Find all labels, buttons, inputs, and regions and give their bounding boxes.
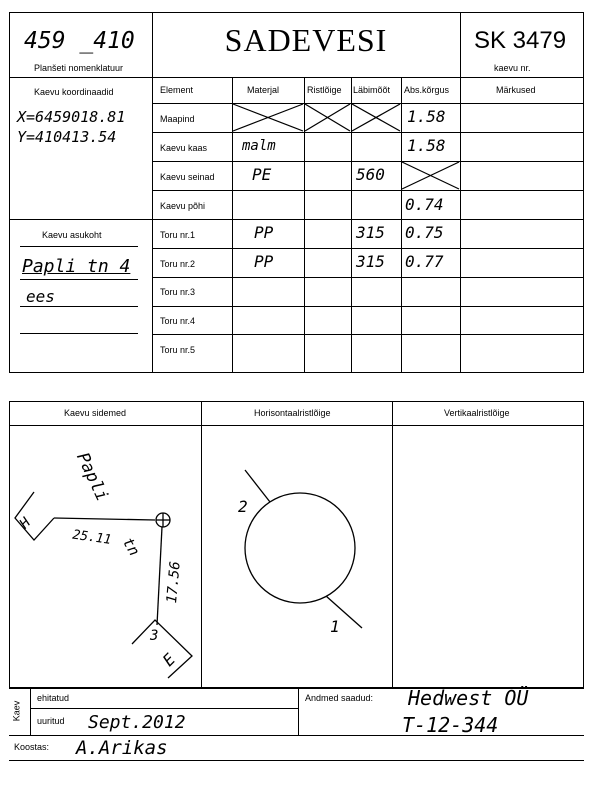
divider (298, 688, 299, 735)
coordinates-label: Kaevu koordinaadid (34, 87, 114, 97)
data-source-label: Andmed saadud: (305, 693, 374, 703)
location-label: Kaevu asukoht (42, 230, 102, 240)
header-element: Element (160, 85, 194, 95)
divider (9, 760, 584, 761)
sheet-number: 459 _410 (24, 28, 135, 54)
location-line-1: Papli tn 4 (22, 256, 131, 277)
coordinate-y: Y=410413.54 (17, 128, 117, 146)
row-element: Kaevu kaas (160, 143, 208, 153)
well-number: SK 3479 (474, 27, 567, 54)
row-abs: 0.75 (405, 223, 444, 242)
row-element: Toru nr.5 (160, 345, 196, 355)
divider (30, 688, 31, 735)
street-label: Papli (72, 449, 112, 505)
row-labimoot: 315 (356, 223, 385, 242)
row-element: Kaevu põhi (160, 201, 206, 211)
header-labimoot: Läbimõõt (353, 85, 391, 95)
coordinate-x: X=6459018.81 (17, 108, 126, 126)
header-abs-korgus: Abs.kõrgus (404, 85, 450, 95)
page-title: SADEVESI (224, 22, 388, 58)
row-materjal: PP (254, 223, 274, 242)
node-h-label: H (16, 514, 35, 533)
surveyed-value: Sept.2012 (88, 712, 186, 733)
row-abs: 0.74 (405, 195, 444, 214)
well-label: Kaev (11, 700, 22, 722)
row-element: Toru nr.3 (160, 287, 196, 297)
vertical-section-label: Vertikaalristlõige (444, 408, 510, 418)
row-abs: 1.58 (407, 107, 446, 126)
row-element: Maapind (160, 114, 195, 124)
distance-1: 25.11 (71, 527, 113, 548)
row-materjal: PP (254, 252, 274, 271)
connections-label: Kaevu sidemed (64, 408, 127, 418)
pipe-2-label: 2 (238, 497, 248, 516)
header-markused: Märkused (496, 85, 536, 95)
row-abs: 1.58 (407, 136, 446, 155)
row-materjal: PE (252, 165, 272, 184)
row-element: Toru nr.4 (160, 316, 196, 326)
row-materjal: malm (242, 138, 276, 154)
node-e-label: E (158, 649, 180, 670)
horizontal-section-label: Horisontaalristlõige (254, 408, 331, 418)
node-3-label: 3 (150, 628, 159, 644)
built-label: ehitatud (37, 693, 70, 703)
divider (30, 708, 298, 709)
pipe-1-label: 1 (330, 617, 340, 636)
row-labimoot: 315 (356, 252, 385, 271)
data-source-value-1: Hedwest OÜ (408, 686, 529, 710)
author-value: A.Arikas (76, 737, 168, 759)
row-abs: 0.77 (405, 252, 444, 271)
header-ristloige: Ristlõige (307, 85, 342, 95)
location-line-2: ees (26, 287, 55, 306)
street-suffix: tn (118, 534, 144, 559)
data-source-value-2: T-12-344 (402, 713, 499, 737)
surveyed-label: uuritud (37, 716, 65, 726)
well-number-label: kaevu nr. (494, 63, 531, 73)
author-label: Koostas: (14, 742, 50, 752)
row-element: Toru nr.1 (160, 230, 196, 240)
sheet-number-label: Planšeti nomenklatuur (34, 63, 124, 73)
row-element: Kaevu seinad (160, 172, 215, 182)
header-materjal: Materjal (247, 85, 280, 95)
row-element: Toru nr.2 (160, 259, 196, 269)
row-labimoot: 560 (356, 165, 385, 184)
distance-2: 17.56 (164, 560, 184, 605)
